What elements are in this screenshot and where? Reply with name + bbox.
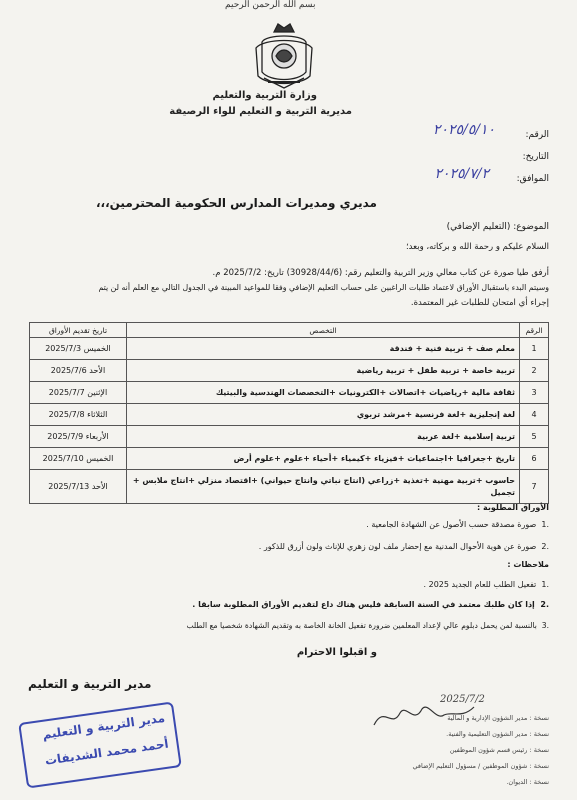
official-stamp [18, 701, 182, 788]
jordan-coat-of-arms-icon [248, 20, 320, 92]
row-date: الأربعاء 2025/7/9 [30, 426, 127, 448]
cc-item: نسخة : شؤون الموظفين / مسؤول التعليم الإضافي [412, 762, 549, 770]
table-row [30, 404, 549, 426]
corresponding-value: ٢٠٢٥/٧/٢ [434, 166, 489, 182]
body-line-2: وسيتم البدء باستقبال الأوراق لاعتماد طلبات الراغبين على حساب التعليم الإضافي وفقا للمواعيد المبينة في الجدول التالي مع العلم أنه لن يتم [98, 283, 549, 292]
table-header-row [30, 323, 549, 338]
table-row [30, 382, 549, 404]
greeting: السلام عليكم و رحمة الله و بركاته، وبعد؛ [405, 242, 549, 252]
table-row [30, 426, 549, 448]
closing-line: و اقبلوا الاحترام [296, 647, 377, 658]
required-doc-item: .2 صورة عن هوية الأحوال المدنية مع إحضار ملف لون زهري للإناث ولون أزرق للذكور . [258, 542, 549, 551]
corresponding-label: الموافق: [516, 174, 549, 184]
directorate-name: مديرية التربية و التعليم للواء الرصيفة [169, 106, 352, 117]
row-spec: حاسوب +تربية مهنية +تغذية +زراعي (انتاج نباتي وانتاج حيواني) +اقتصاد منزلي +انتاج ملابس + تجميل [127, 470, 520, 504]
row-spec: تربية خاصة + تربية طفل + تربية رياضية [127, 360, 520, 382]
header-num: الرقم [520, 323, 549, 338]
table-row [30, 338, 549, 360]
row-num: 3 [520, 382, 549, 404]
stamp-line-1: مدير التربية و التعليم [41, 710, 166, 742]
stamp-line-2: أحمد محمد الشديفات [44, 736, 170, 768]
note-item: .3 بالنسبة لمن يحمل دبلوم عالي لإعداد المعلمين ضرورة تفعيل الخانة الخاصة به وتقديم الشهادة شخصيا مع الطلب [186, 621, 549, 630]
body-line-3: إجراء أي امتحان للطلبات غير المعتمدة. [410, 298, 549, 308]
body-line-1: أرفق طيا صورة عن كتاب معالي وزير التربية والتعليم رقم: (30928/44/6) تاريخ: 2025/7/2 م. [212, 268, 549, 278]
notes-title: ملاحظات : [507, 560, 549, 569]
row-num: 2 [520, 360, 549, 382]
row-spec: تربية إسلامية +لغة عربية [127, 426, 520, 448]
required-doc-item: .1 صورة مصدقة حسب الأصول عن الشهادة الجامعية . [366, 520, 549, 529]
table-row [30, 448, 549, 470]
row-date: الأحد 2025/7/6 [30, 360, 127, 382]
row-spec: تاريخ +جغرافيا +اجتماعيات +فيزياء +كيمياء +أحياء +علوم +علوم أرض [127, 448, 520, 470]
ref-value: ٢٠٢٥/٥/١٠ [432, 122, 495, 138]
addressee: مديري ومديرات المدارس الحكومية المحترمين،،، [95, 196, 377, 210]
table-row [30, 470, 549, 504]
note-item: .1 تفعيل الطلب للعام الجديد 2025 . [423, 580, 549, 589]
table-row [30, 360, 549, 382]
header-spec: التخصص [127, 323, 520, 338]
row-num: 4 [520, 404, 549, 426]
cc-item: نسخة : رئيس قسم شؤون الموظفين [449, 746, 549, 754]
note-item: .2 إذا كان طلبك معتمد في السنة السابقة فليس هناك داع لتقديم الأوراق المطلوبة سابقا . [192, 600, 549, 609]
row-date: الثلاثاء 2025/7/8 [30, 404, 127, 426]
signature-date: 2025/7/2 [440, 694, 485, 705]
header-date: تاريخ تقديم الأوراق [30, 323, 127, 338]
basmala-text: بسم الله الرحمن الرحيم [225, 0, 316, 10]
row-num: 6 [520, 448, 549, 470]
cc-item: نسخة : الديوان. [506, 778, 549, 786]
row-num: 1 [520, 338, 549, 360]
row-date: الإثنين 2025/7/7 [30, 382, 127, 404]
row-num: 5 [520, 426, 549, 448]
row-date: الخميس 2025/7/10 [30, 448, 127, 470]
date-label: التاريخ: [522, 152, 549, 162]
row-spec: معلم صف + تربية فنية + فندقة [127, 338, 520, 360]
cc-item: نسخة : مدير الشؤون الإدارية و المالية [447, 714, 549, 722]
row-num: 7 [520, 470, 549, 504]
cc-item: نسخة : مدير الشؤون التعليمية والفنية. [446, 730, 549, 738]
schedule-table [29, 322, 549, 504]
row-spec: ثقافة مالية +رياضيات +اتصالات +الكترونيات +التخصصات الهندسية والبيتيك [127, 382, 520, 404]
row-date: الأحد 2025/7/13 [30, 470, 127, 504]
row-spec: لغة إنجليزية +لغة فرنسية +مرشد تربوي [127, 404, 520, 426]
signatory-title: مدير التربية و التعليم [28, 677, 152, 691]
subject-line: الموضوع: (التعليم الإضافي) [446, 222, 549, 232]
row-date: الخميس 2025/7/3 [30, 338, 127, 360]
ref-label: الرقم: [525, 130, 549, 140]
required-docs-title: الأوراق المطلوبة : [477, 503, 549, 512]
ministry-name: وزارة التربية والتعليم [212, 90, 317, 101]
